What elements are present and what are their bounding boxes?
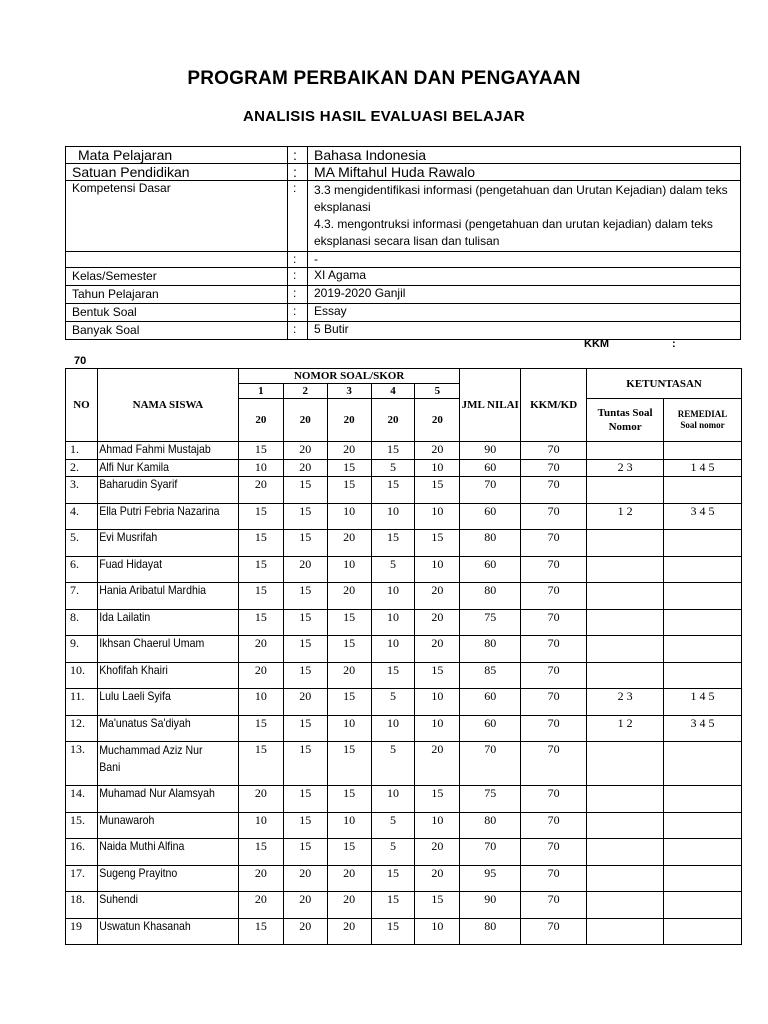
kkm-cell: 70 xyxy=(521,892,587,919)
page-title: PROGRAM PERBAIKAN DAN PENGAYAAN xyxy=(187,68,581,89)
kompetensi-item: 4.3. mengontruksi informasi (pengetahuan dan urutan kejadian) dalam teks eksplanasi secara lisan dan tulisan xyxy=(314,217,713,248)
student-name: Hania Aribatul Mardhia xyxy=(97,583,221,610)
student-name: Ida Lailatin xyxy=(97,609,221,636)
row-number: 8. xyxy=(66,609,98,636)
table-row xyxy=(66,742,742,786)
info-row-kompetensi-dasar xyxy=(66,181,741,252)
remedial-cell xyxy=(664,609,742,636)
header-nomor-soal: NOMOR SOAL/SKOR xyxy=(238,369,459,384)
header-soal-number: 4 xyxy=(371,384,415,399)
score-cell: 20 xyxy=(327,583,371,610)
info-separator: : xyxy=(288,147,308,164)
score-cell: 10 xyxy=(371,786,415,813)
kkm-cell: 70 xyxy=(521,583,587,610)
header-no: NO xyxy=(66,369,98,442)
info-separator: : xyxy=(288,164,308,181)
score-cell: 15 xyxy=(283,742,327,786)
remedial-cell xyxy=(664,442,742,460)
score-cell: 15 xyxy=(238,556,283,583)
tuntas-cell: 2 3 xyxy=(587,460,664,477)
header-soal-number: 5 xyxy=(415,384,460,399)
score-cell: 15 xyxy=(415,662,460,689)
table-row xyxy=(66,530,742,557)
score-cell: 10 xyxy=(371,636,415,663)
total-score: 80 xyxy=(460,530,521,557)
info-value: Essay xyxy=(308,304,741,322)
kkm-cell: 70 xyxy=(521,460,587,477)
table-row xyxy=(66,892,742,919)
table-row xyxy=(66,460,742,477)
info-value: MA Miftahul Huda Rawalo xyxy=(308,164,741,181)
score-cell: 20 xyxy=(238,636,283,663)
student-name: Sugeng Prayitno xyxy=(97,865,221,892)
score-cell: 10 xyxy=(327,715,371,742)
row-number: 15. xyxy=(66,812,98,839)
total-score: 80 xyxy=(460,812,521,839)
score-cell: 15 xyxy=(415,786,460,813)
info-label xyxy=(66,252,288,268)
total-score: 80 xyxy=(460,583,521,610)
info-value: 5 Butir xyxy=(308,322,741,340)
score-cell: 20 xyxy=(415,742,460,786)
student-name: Uswatun Khasanah xyxy=(97,918,221,945)
score-cell: 10 xyxy=(238,460,283,477)
info-label: Bentuk Soal xyxy=(66,304,288,322)
tuntas-cell xyxy=(587,812,664,839)
info-label: Kompetensi Dasar xyxy=(66,181,288,252)
score-cell: 10 xyxy=(371,609,415,636)
score-cell: 10 xyxy=(415,918,460,945)
header-ketuntasan: KETUNTASAN xyxy=(587,369,742,399)
table-row xyxy=(66,477,742,504)
remedial-cell xyxy=(664,918,742,945)
remedial-cell xyxy=(664,786,742,813)
remedial-cell xyxy=(664,477,742,504)
score-cell: 15 xyxy=(283,636,327,663)
row-number: 4. xyxy=(66,503,98,530)
score-cell: 10 xyxy=(327,556,371,583)
header-tuntas-label: Tuntas Soal Nomor xyxy=(597,407,653,433)
score-cell: 15 xyxy=(283,503,327,530)
score-cell: 15 xyxy=(283,812,327,839)
tuntas-cell xyxy=(587,442,664,460)
row-number: 11. xyxy=(66,689,98,716)
score-cell: 15 xyxy=(283,583,327,610)
table-row xyxy=(66,865,742,892)
score-cell: 20 xyxy=(283,918,327,945)
header-kkm-kd: KKM/KD xyxy=(521,369,587,442)
score-cell: 10 xyxy=(415,460,460,477)
table-row xyxy=(66,609,742,636)
student-name: Ikhsan Chaerul Umam xyxy=(97,636,221,663)
kkm-label: KKM xyxy=(584,338,610,350)
row-number: 3. xyxy=(66,477,98,504)
info-label: Mata Pelajaran xyxy=(66,147,288,164)
score-cell: 10 xyxy=(327,503,371,530)
row-number: 19 xyxy=(66,918,98,945)
row-number: 7. xyxy=(66,583,98,610)
kkm-cell: 70 xyxy=(521,636,587,663)
kkm-cell: 70 xyxy=(521,742,587,786)
remedial-cell: 3 4 5 xyxy=(664,715,742,742)
student-name: Muchammad Aziz Nur Bani xyxy=(97,742,221,786)
total-score: 60 xyxy=(460,460,521,477)
score-cell: 20 xyxy=(283,556,327,583)
kkm-cell: 70 xyxy=(521,689,587,716)
kkm-cell: 70 xyxy=(521,477,587,504)
table-row xyxy=(66,689,742,716)
score-cell: 15 xyxy=(327,636,371,663)
tuntas-cell xyxy=(587,865,664,892)
header-jml-nilai: JML NILAI xyxy=(460,369,521,442)
info-label: Kelas/Semester xyxy=(66,268,288,286)
score-cell: 15 xyxy=(327,689,371,716)
info-separator: : xyxy=(288,286,308,304)
row-number: 18. xyxy=(66,892,98,919)
info-separator: : xyxy=(288,268,308,286)
kkm-cell: 70 xyxy=(521,839,587,866)
kkm-cell: 70 xyxy=(521,786,587,813)
score-cell: 10 xyxy=(371,583,415,610)
student-name: Evi Musrifah xyxy=(97,530,221,557)
table-row xyxy=(66,839,742,866)
row-number: 5. xyxy=(66,530,98,557)
remedial-cell: 1 4 5 xyxy=(664,689,742,716)
kkm-cell: 70 xyxy=(521,715,587,742)
row-number: 10. xyxy=(66,662,98,689)
score-cell: 15 xyxy=(283,477,327,504)
total-score: 60 xyxy=(460,715,521,742)
header-remedial-sub: Soal nomor xyxy=(680,420,725,430)
total-score: 70 xyxy=(460,742,521,786)
total-score: 70 xyxy=(460,477,521,504)
student-name: Naida Muthi Alfina xyxy=(97,839,221,866)
score-cell: 20 xyxy=(415,636,460,663)
tuntas-cell xyxy=(587,636,664,663)
total-score: 80 xyxy=(460,918,521,945)
header-soal-skor: 20 xyxy=(283,399,327,442)
info-row-tahun-pelajaran xyxy=(66,286,741,304)
score-cell: 20 xyxy=(415,839,460,866)
table-row xyxy=(66,662,742,689)
student-name: Khofifah Khairi xyxy=(97,662,221,689)
score-cell: 10 xyxy=(371,715,415,742)
remedial-cell xyxy=(664,636,742,663)
info-row-mata-pelajaran xyxy=(66,147,741,164)
score-cell: 15 xyxy=(371,530,415,557)
remedial-cell: 3 4 5 xyxy=(664,503,742,530)
score-cell: 20 xyxy=(415,583,460,610)
info-row-banyak-soal xyxy=(66,322,741,340)
score-cell: 20 xyxy=(327,892,371,919)
table-row xyxy=(66,636,742,663)
score-cell: 15 xyxy=(327,609,371,636)
header-soal-skor: 20 xyxy=(415,399,460,442)
student-name: Suhendi xyxy=(97,892,221,919)
score-cell: 15 xyxy=(327,839,371,866)
info-separator: : xyxy=(288,252,308,268)
score-cell: 15 xyxy=(238,742,283,786)
remedial-cell xyxy=(664,742,742,786)
score-cell: 15 xyxy=(283,530,327,557)
score-cell: 15 xyxy=(371,442,415,460)
score-cell: 10 xyxy=(415,556,460,583)
score-cell: 15 xyxy=(238,442,283,460)
row-number: 13. xyxy=(66,742,98,786)
kkm-cell: 70 xyxy=(521,556,587,583)
info-label: Satuan Pendidikan xyxy=(66,164,288,181)
score-cell: 15 xyxy=(238,609,283,636)
score-cell: 15 xyxy=(238,530,283,557)
score-cell: 15 xyxy=(238,583,283,610)
row-number: 1. xyxy=(66,442,98,460)
score-cell: 15 xyxy=(327,477,371,504)
info-separator: : xyxy=(288,304,308,322)
table-row xyxy=(66,812,742,839)
total-score: 60 xyxy=(460,556,521,583)
student-name: Munawaroh xyxy=(97,812,221,839)
score-cell: 5 xyxy=(371,839,415,866)
tuntas-cell: 2 3 xyxy=(587,689,664,716)
header-soal-number: 1 xyxy=(238,384,283,399)
tuntas-cell xyxy=(587,839,664,866)
row-number: 17. xyxy=(66,865,98,892)
kkm-separator: : xyxy=(672,338,676,350)
tuntas-cell xyxy=(587,918,664,945)
row-number: 16. xyxy=(66,839,98,866)
total-score: 90 xyxy=(460,892,521,919)
total-score: 60 xyxy=(460,503,521,530)
score-cell: 5 xyxy=(371,689,415,716)
total-score: 75 xyxy=(460,609,521,636)
total-score: 70 xyxy=(460,839,521,866)
score-cell: 10 xyxy=(238,689,283,716)
score-cell: 15 xyxy=(415,477,460,504)
header-soal-number: 2 xyxy=(283,384,327,399)
kkm-cell: 70 xyxy=(521,530,587,557)
score-cell: 20 xyxy=(283,892,327,919)
info-value: 2019-2020 Ganjil xyxy=(308,286,741,304)
score-cell: 20 xyxy=(327,918,371,945)
score-cell: 5 xyxy=(371,742,415,786)
score-cell: 10 xyxy=(415,812,460,839)
kompetensi-item: 3.3 mengidentifikasi informasi (pengetahuan dan Urutan Kejadian) dalam teks eksplanasi xyxy=(314,183,728,214)
student-name: Baharudin Syarif xyxy=(97,477,221,504)
score-cell: 15 xyxy=(327,460,371,477)
score-cell: 20 xyxy=(415,609,460,636)
tuntas-cell xyxy=(587,556,664,583)
kkm-cell: 70 xyxy=(521,442,587,460)
row-number: 2. xyxy=(66,460,98,477)
kkm-value: 70 xyxy=(74,355,87,367)
score-cell: 15 xyxy=(371,865,415,892)
score-cell: 15 xyxy=(327,742,371,786)
kkm-cell: 70 xyxy=(521,662,587,689)
tuntas-cell xyxy=(587,892,664,919)
score-cell: 20 xyxy=(238,662,283,689)
page-subtitle: ANALISIS HASIL EVALUASI BELAJAR xyxy=(242,108,526,125)
info-separator: : xyxy=(288,322,308,340)
score-cell: 15 xyxy=(371,477,415,504)
info-row-blank xyxy=(66,252,741,268)
table-row xyxy=(66,556,742,583)
tuntas-cell: 1 2 xyxy=(587,503,664,530)
kkm-cell: 70 xyxy=(521,812,587,839)
row-number: 14. xyxy=(66,786,98,813)
score-cell: 15 xyxy=(415,530,460,557)
info-value: XI Agama xyxy=(308,268,741,286)
info-value: Bahasa Indonesia xyxy=(308,147,741,164)
total-score: 90 xyxy=(460,442,521,460)
score-cell: 10 xyxy=(415,715,460,742)
info-table xyxy=(65,146,741,340)
score-cell: 20 xyxy=(283,460,327,477)
header-soal-skor: 20 xyxy=(371,399,415,442)
score-cell: 20 xyxy=(283,689,327,716)
remedial-cell xyxy=(664,839,742,866)
student-name: Ma'unatus Sa'diyah xyxy=(97,715,221,742)
header-remedial xyxy=(664,399,742,442)
student-name: Ahmad Fahmi Mustajab xyxy=(97,442,221,460)
table-row xyxy=(66,715,742,742)
remedial-cell: 1 4 5 xyxy=(664,460,742,477)
info-row-satuan-pendidikan xyxy=(66,164,741,181)
tuntas-cell xyxy=(587,742,664,786)
score-cell: 20 xyxy=(415,442,460,460)
student-name: Lulu Laeli Syifa xyxy=(97,689,221,716)
row-number: 6. xyxy=(66,556,98,583)
tuntas-cell xyxy=(587,662,664,689)
info-row-bentuk-soal xyxy=(66,304,741,322)
total-score: 80 xyxy=(460,636,521,663)
kkm-cell: 70 xyxy=(521,918,587,945)
tuntas-cell xyxy=(587,530,664,557)
score-cell: 20 xyxy=(327,662,371,689)
header-soal-number: 3 xyxy=(327,384,371,399)
score-cell: 15 xyxy=(238,839,283,866)
score-cell: 20 xyxy=(327,530,371,557)
score-cell: 15 xyxy=(371,892,415,919)
remedial-cell xyxy=(664,812,742,839)
score-cell: 20 xyxy=(327,442,371,460)
score-cell: 15 xyxy=(283,839,327,866)
score-cell: 5 xyxy=(371,556,415,583)
score-cell: 15 xyxy=(238,715,283,742)
score-cell: 15 xyxy=(415,892,460,919)
kkm-cell: 70 xyxy=(521,865,587,892)
row-number: 12. xyxy=(66,715,98,742)
total-score: 95 xyxy=(460,865,521,892)
student-name: Fuad Hidayat xyxy=(97,556,221,583)
score-cell: 20 xyxy=(238,865,283,892)
student-name: Muhamad Nur Alamsyah xyxy=(97,786,221,813)
student-name: Ella Putri Febria Nazarina xyxy=(97,503,221,530)
kkm-cell: 70 xyxy=(521,609,587,636)
score-cell: 15 xyxy=(283,786,327,813)
score-cell: 15 xyxy=(238,918,283,945)
info-row-kelas-semester xyxy=(66,268,741,286)
info-value xyxy=(308,181,741,252)
table-row xyxy=(66,918,742,945)
score-cell: 20 xyxy=(283,865,327,892)
info-value: - xyxy=(308,252,741,268)
score-cell: 20 xyxy=(283,442,327,460)
header-nama-siswa: NAMA SISWA xyxy=(97,369,238,442)
score-cell: 15 xyxy=(371,662,415,689)
score-cell: 15 xyxy=(283,662,327,689)
table-row xyxy=(66,503,742,530)
header-tuntas xyxy=(587,399,664,442)
table-row xyxy=(66,786,742,813)
score-cell: 15 xyxy=(238,503,283,530)
score-cell: 15 xyxy=(283,715,327,742)
score-cell: 10 xyxy=(371,503,415,530)
total-score: 85 xyxy=(460,662,521,689)
remedial-cell xyxy=(664,556,742,583)
info-label: Tahun Pelajaran xyxy=(66,286,288,304)
score-cell: 20 xyxy=(238,477,283,504)
info-label: Banyak Soal xyxy=(66,322,288,340)
score-cell: 20 xyxy=(327,865,371,892)
score-cell: 10 xyxy=(238,812,283,839)
row-number: 9. xyxy=(66,636,98,663)
tuntas-cell xyxy=(587,583,664,610)
table-row xyxy=(66,442,742,460)
header-soal-skor: 20 xyxy=(327,399,371,442)
tuntas-cell xyxy=(587,786,664,813)
student-name: Alfi Nur Kamila xyxy=(97,460,221,477)
scores-table xyxy=(65,368,742,945)
remedial-cell xyxy=(664,530,742,557)
remedial-cell xyxy=(664,892,742,919)
info-separator: : xyxy=(288,181,308,252)
score-cell: 15 xyxy=(283,609,327,636)
score-cell: 20 xyxy=(415,865,460,892)
total-score: 75 xyxy=(460,786,521,813)
kkm-cell: 70 xyxy=(521,503,587,530)
table-row xyxy=(66,583,742,610)
remedial-cell xyxy=(664,583,742,610)
header-soal-skor: 20 xyxy=(238,399,283,442)
score-cell: 10 xyxy=(415,689,460,716)
header-remedial-label: REMEDIAL xyxy=(677,409,728,419)
total-score: 60 xyxy=(460,689,521,716)
score-cell: 10 xyxy=(327,812,371,839)
tuntas-cell xyxy=(587,609,664,636)
score-cell: 5 xyxy=(371,460,415,477)
remedial-cell xyxy=(664,662,742,689)
score-cell: 20 xyxy=(238,786,283,813)
score-cell: 20 xyxy=(238,892,283,919)
tuntas-cell xyxy=(587,477,664,504)
tuntas-cell: 1 2 xyxy=(587,715,664,742)
score-cell: 10 xyxy=(415,503,460,530)
score-cell: 5 xyxy=(371,812,415,839)
score-cell: 15 xyxy=(327,786,371,813)
remedial-cell xyxy=(664,865,742,892)
score-cell: 15 xyxy=(371,918,415,945)
